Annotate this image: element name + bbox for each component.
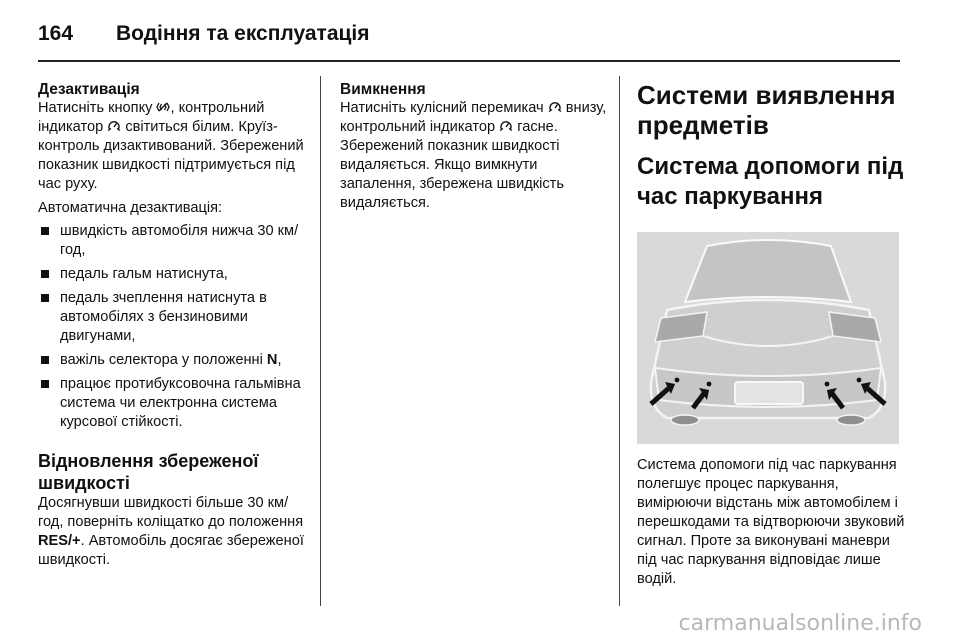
watermark: carmanualsonline.info [678, 611, 922, 636]
text-run: світиться білим. Круїз-контроль дизактивований. Збережений показник швидкості підтримується під час руху. [38, 119, 304, 192]
list-item [38, 375, 310, 432]
cruise-control-icon [499, 120, 513, 132]
deactivation-paragraph [38, 99, 310, 194]
column-2 [340, 80, 610, 213]
list-item-text: працює протибуксовочна гальмівна система чи електронна система курсової стійкості. [60, 376, 301, 430]
list-item-text: важіль селектора у положенні [60, 352, 267, 368]
text-run: Натисніть кнопку [38, 100, 157, 116]
bullet-icon [41, 227, 49, 235]
auto-deactivation-list [38, 222, 310, 432]
text-run: , контрольний індикатор [38, 100, 265, 135]
figure-caption: Система допомоги під час паркування полегшує процес паркування, вимірюючи відстань між автомобілем і перешкодами та відтворюючи звуковий сигнал. Проте за виконувані маневри під час паркування відповідає лише водій. [637, 457, 905, 587]
text-run: внизу, контрольний індикатор [340, 100, 607, 135]
restore-paragraph [38, 494, 310, 570]
column-3 [637, 80, 907, 589]
bullet-icon [41, 294, 49, 302]
text-run: Досягнувши швидкості більше 30 км/год, поверніть коліщатко до положення [38, 495, 304, 530]
cruise-control-icon [107, 120, 121, 132]
column-1 [38, 80, 310, 570]
car-rear-illustration [637, 232, 899, 444]
list-item-text: , [277, 352, 282, 368]
text-run: Натисніть кулісний перемикач [340, 100, 548, 116]
bullet-icon [41, 356, 49, 364]
res-label: RES/+ [38, 533, 81, 549]
cruise-control-icon [548, 101, 562, 113]
list-item-text: педаль зчеплення натиснута в автомобілях з бензиновими двигунами, [60, 290, 267, 344]
switch-off-paragraph [340, 99, 610, 213]
column-divider-2 [619, 76, 620, 606]
header-divider [38, 60, 900, 62]
parking-assist-figure [637, 232, 899, 444]
page-header [38, 22, 370, 46]
cruise-cancel-icon [156, 101, 170, 113]
list-item-text: швидкість автомобіля нижча 30 км/год, [60, 223, 299, 258]
list-item-text: педаль гальм натиснута, [60, 266, 228, 282]
text-run: гасне. Збережений показник швидкості видаляється. Якщо вимкнути запалення, збережена швидкість видаляється. [340, 119, 564, 211]
list-item [38, 289, 310, 346]
list-item [38, 222, 310, 260]
text-run: . Автомобіль досягає збереженої швидкості. [38, 533, 304, 568]
gear-position: N [266, 352, 278, 368]
section-title: Системи виявлення предметів [637, 80, 896, 140]
switch-off-heading: Вимкнення [340, 81, 426, 98]
page-number: 164 [38, 22, 74, 45]
list-item [38, 351, 310, 370]
list-item [38, 265, 310, 284]
chapter-title: Водіння та експлуатація [116, 22, 370, 45]
restore-heading: Відновлення збереженої швидкості [38, 451, 259, 493]
bullet-icon [41, 270, 49, 278]
auto-deactivation-intro: Автоматична дезактивація: [38, 200, 223, 216]
bullet-icon [41, 380, 49, 388]
column-divider-1 [320, 76, 321, 606]
deactivation-heading: Дезактивація [38, 81, 140, 98]
section-subtitle: Система допомоги під час паркування [637, 153, 904, 210]
